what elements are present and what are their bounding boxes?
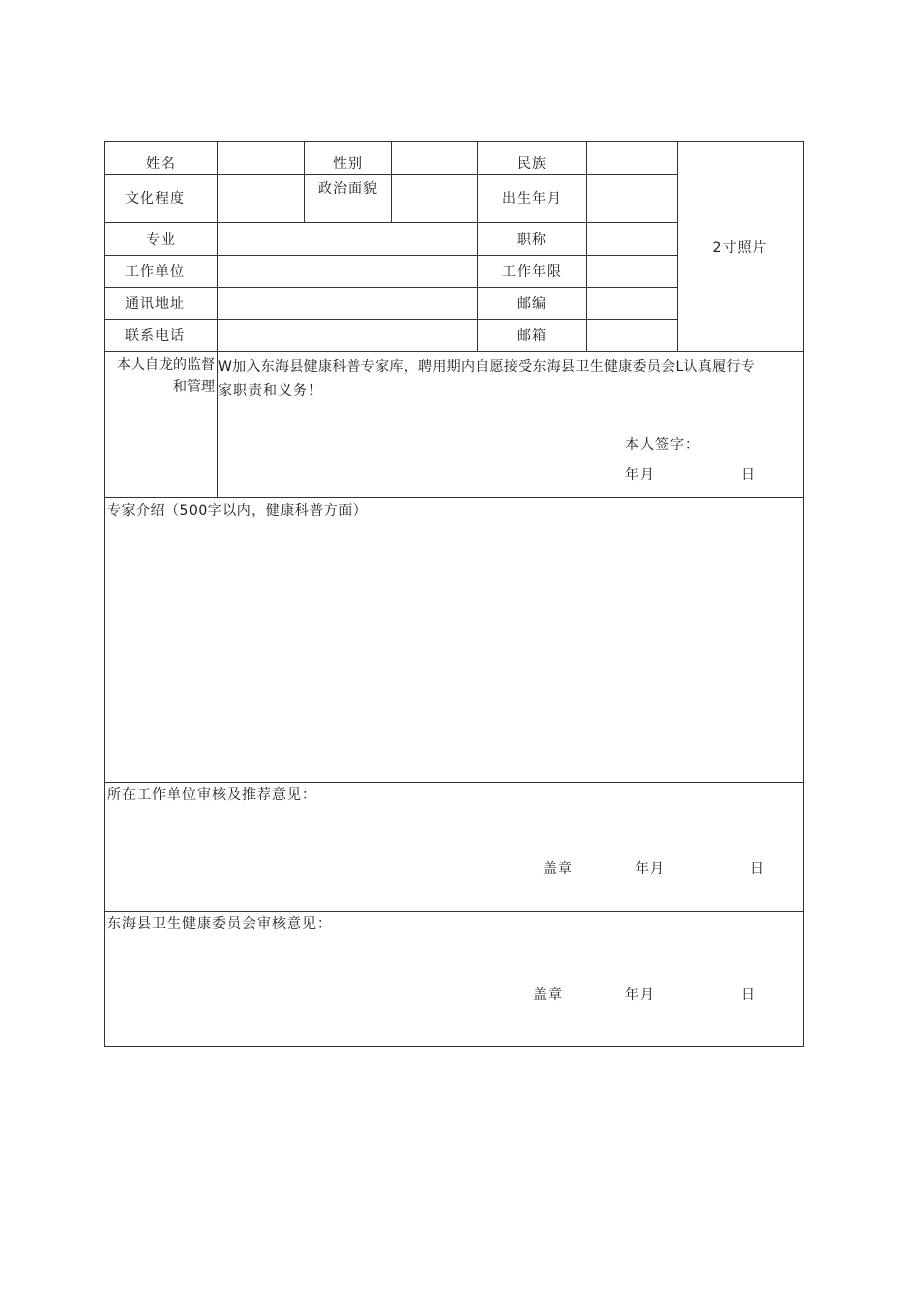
name-field[interactable] [218, 142, 304, 174]
work-unit-label: 工作单位 [125, 264, 185, 280]
committee-review-label: 东海县卫生健康委员会审核意见： [107, 916, 332, 932]
committee-review-seal: 盖章 [533, 987, 563, 1003]
pledge-text-line2: 家职责和义务！ [218, 383, 323, 399]
work-unit-field[interactable] [218, 256, 477, 287]
intro-text-area[interactable] [105, 522, 803, 780]
postcode-label: 邮编 [517, 296, 547, 312]
title-label: 职称 [517, 232, 547, 248]
photo-label: 2寸照片 [712, 240, 768, 256]
ethnicity-field[interactable] [587, 142, 677, 174]
work-years-label: 工作年限 [502, 264, 562, 280]
unit-review-area[interactable] [105, 807, 803, 910]
birth-date-label: 出生年月 [502, 191, 562, 207]
phone-field[interactable] [218, 320, 477, 351]
birth-date-field[interactable] [587, 175, 677, 222]
pledge-day: 日 [741, 467, 756, 483]
political-status-field[interactable] [392, 175, 477, 222]
gender-field[interactable] [392, 142, 477, 174]
signature-label: 本人签字： [625, 437, 700, 453]
major-field[interactable] [218, 223, 477, 255]
expert-registration-form [104, 141, 804, 1047]
row-divider [105, 497, 803, 498]
ethnicity-label: 民族 [517, 156, 547, 172]
title-field[interactable] [587, 223, 677, 255]
committee-review-day: 日 [741, 987, 756, 1003]
phone-label: 联系电话 [125, 328, 185, 344]
address-field[interactable] [218, 288, 477, 319]
col-divider [477, 142, 478, 352]
signature-field[interactable] [700, 432, 795, 454]
education-field[interactable] [218, 175, 304, 222]
unit-review-label: 所在工作单位审核及推荐意见： [107, 787, 317, 803]
gender-label: 性别 [333, 156, 363, 172]
major-label: 专业 [146, 232, 176, 248]
name-label: 姓名 [146, 156, 176, 172]
intro-label: 专家介绍（500字以内，健康科普方面） [107, 503, 368, 519]
committee-review-year-month: 年月 [625, 987, 655, 1003]
email-field[interactable] [587, 320, 677, 351]
row-divider [105, 351, 803, 352]
committee-review-area[interactable] [105, 936, 803, 1046]
row-divider [105, 911, 803, 912]
political-status-label: 政治面貌 [318, 181, 378, 197]
pledge-text-line1: W加入东海县健康科普专家库，聘用期内自愿接受东海县卫生健康委员会L认真履行专 [218, 359, 756, 375]
row-divider [105, 782, 803, 783]
postcode-field[interactable] [587, 288, 677, 319]
unit-review-year-month: 年月 [635, 861, 665, 877]
pledge-label-line2: 和管理 [173, 379, 215, 395]
email-label: 邮箱 [517, 328, 547, 344]
unit-review-seal: 盖章 [543, 861, 573, 877]
pledge-label-line1: 本人自龙的监督 [117, 357, 215, 373]
pledge-year-month: 年月 [625, 467, 655, 483]
work-years-field[interactable] [587, 256, 677, 287]
address-label: 通讯地址 [125, 296, 185, 312]
unit-review-day: 日 [750, 861, 765, 877]
education-label: 文化程度 [125, 191, 185, 207]
col-divider [304, 142, 305, 223]
